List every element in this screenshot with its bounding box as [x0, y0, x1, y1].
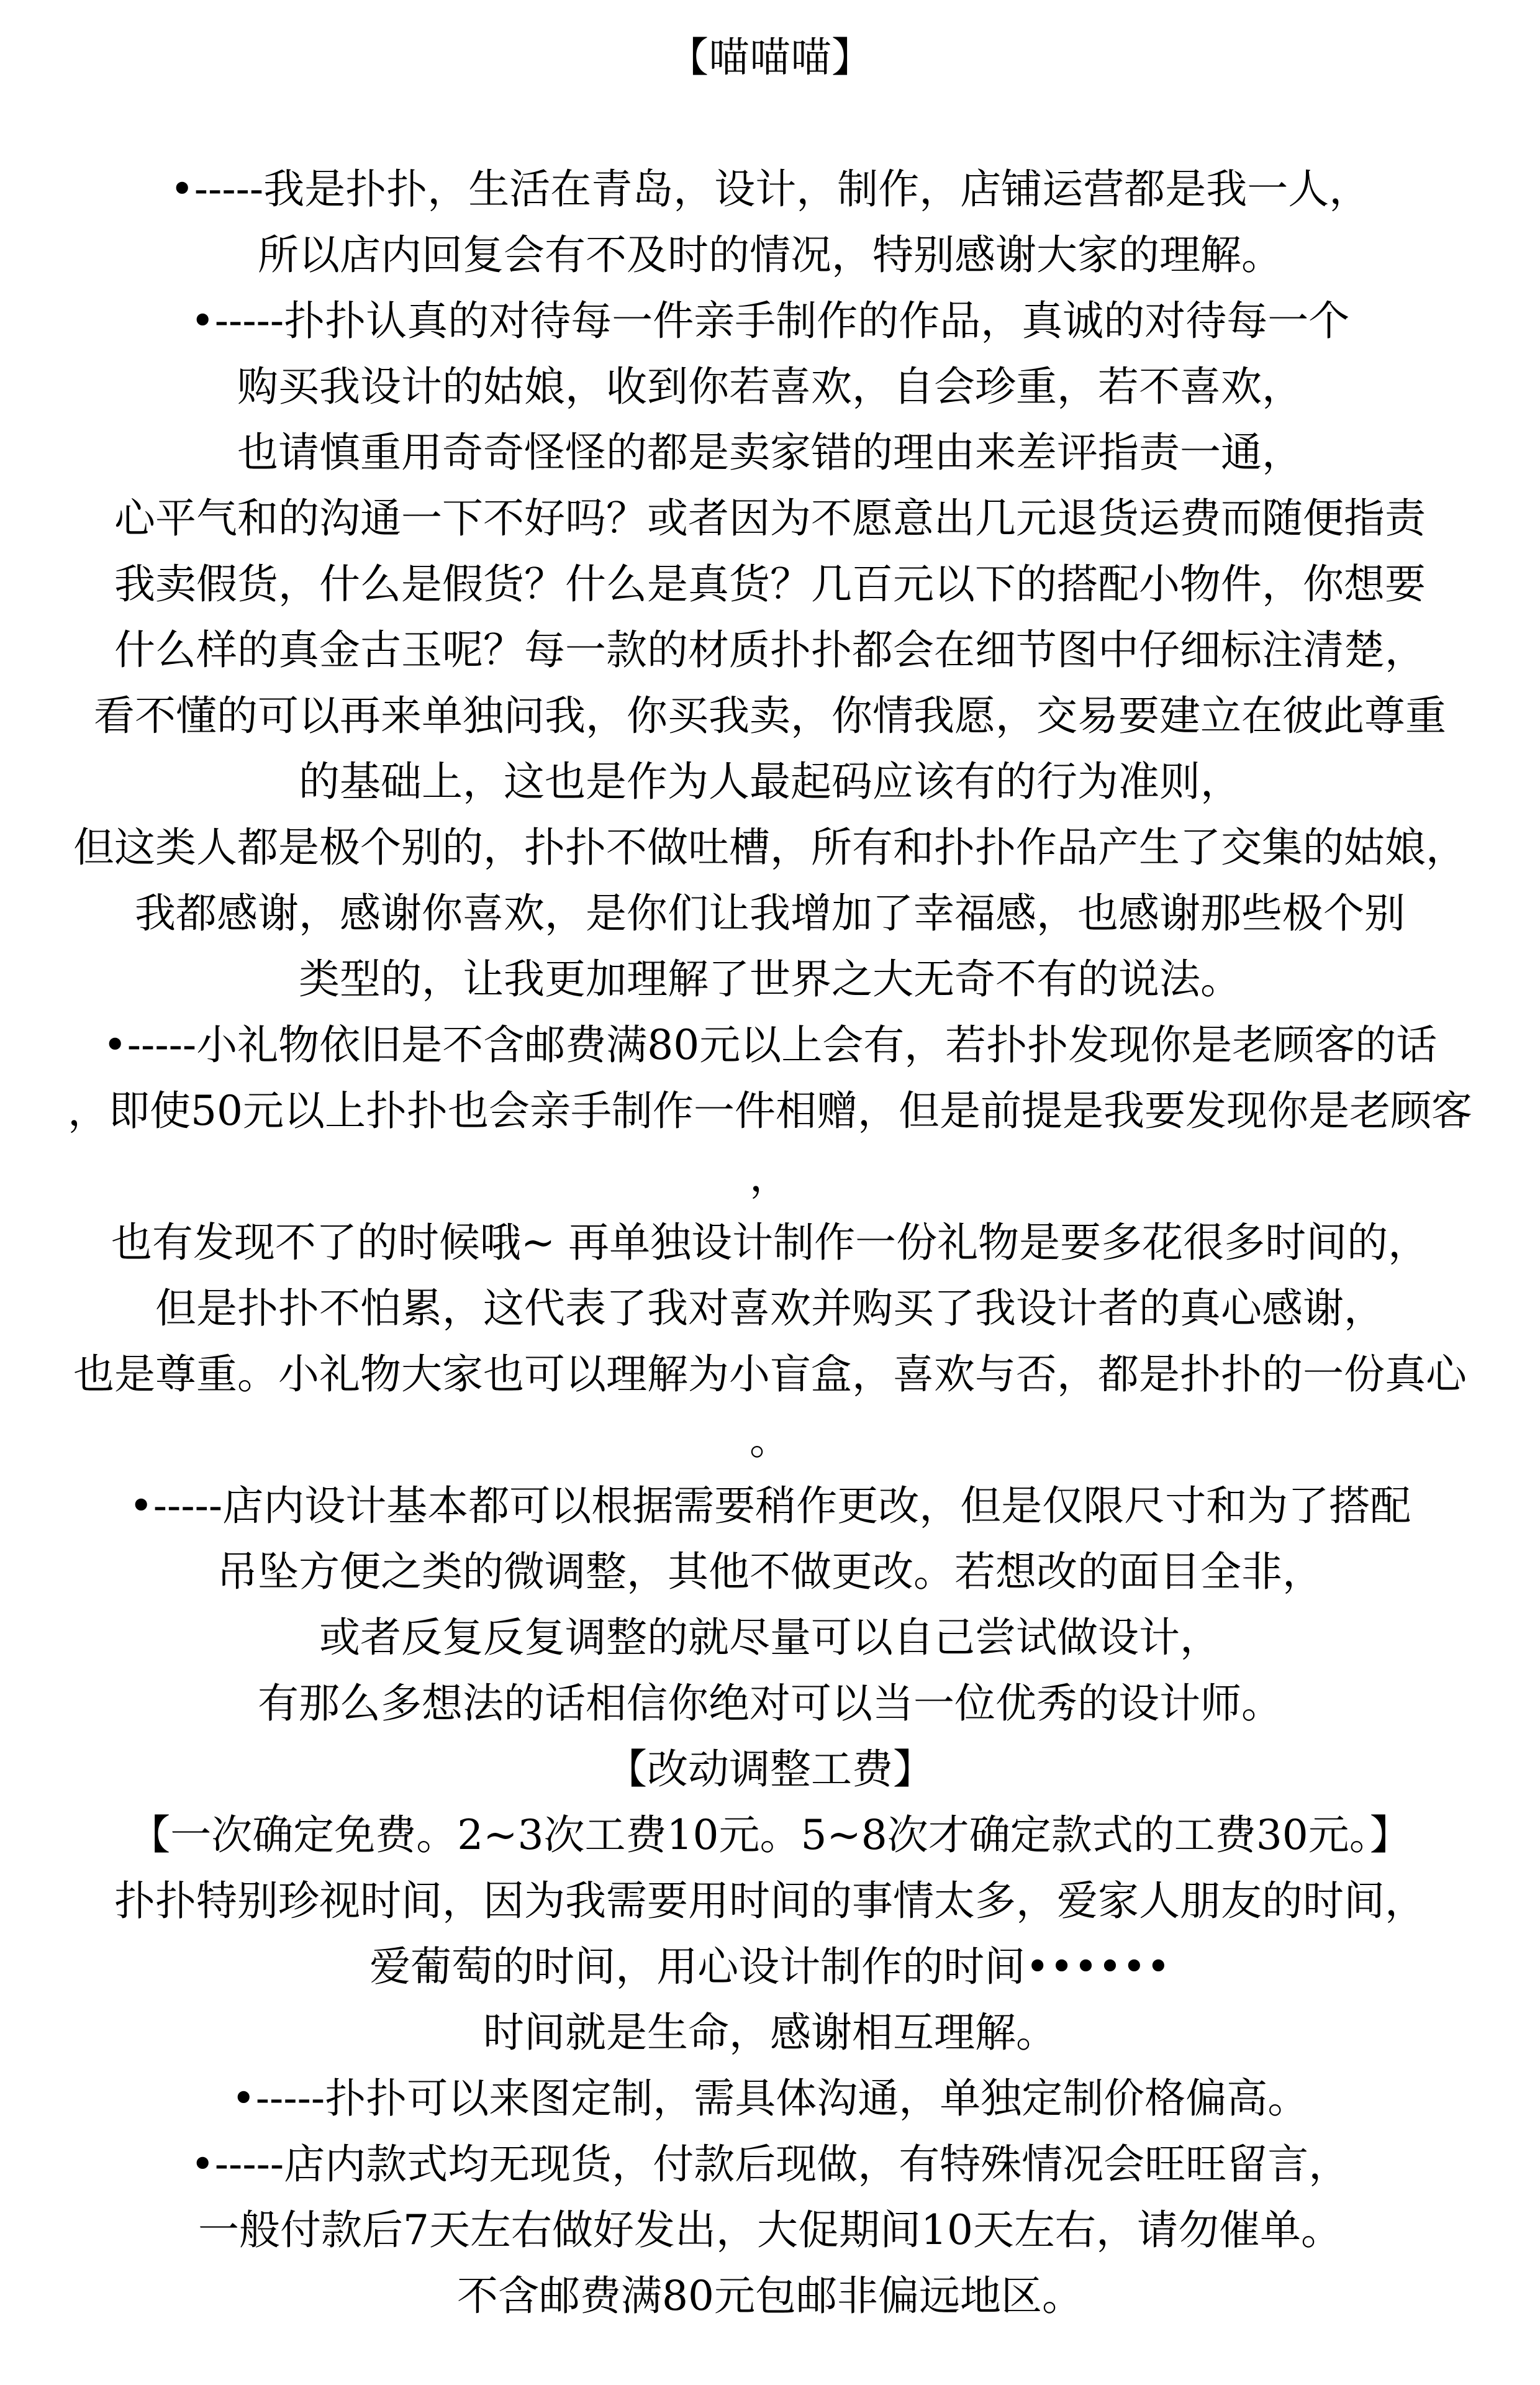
fee-details: 【一次确定免费。2~3次工费10元。5~8次才确定款式的工费30元。】	[129, 1811, 1411, 1859]
text-line: 但是扑扑不怕累，这代表了我对喜欢并购买了我设计者的真心感谢，	[155, 1284, 1385, 1332]
blank-line	[0, 91, 1540, 157]
text-line: 时间就是生命，感谢相互理解。	[483, 2009, 1057, 2056]
text-line: 。	[750, 1416, 790, 1464]
text-line: 爱葡萄的时间，用心设计制作的时间••••••	[369, 1943, 1171, 1991]
text-line: 看不懂的可以再来单独问我，你买我卖，你情我愿，交易要建立在彼此尊重	[94, 692, 1446, 740]
text-line: 一般付款后7天左右做好发出，大促期间10天左右，请勿催单。	[198, 2206, 1342, 2254]
text-line: •-----店内设计基本都可以根据需要稍作更改，但是仅限尺寸和为了搭配	[129, 1482, 1411, 1530]
text-line: 或者反复反复调整的就尽量可以自己尝试做设计，	[319, 1614, 1221, 1661]
text-line: 扑扑特别珍视时间，因为我需要用时间的事情太多，爱家人朋友的时间，	[114, 1877, 1426, 1925]
text-line: 吊坠方便之类的微调整，其他不做更改。若想改的面目全非，	[217, 1548, 1323, 1596]
text-line: 心平气和的沟通一下不好吗？或者因为不愿意出几元退货运费而随便指责	[114, 494, 1426, 542]
text-line: ，	[750, 1153, 790, 1201]
text-line-last: 不含邮费满80元包邮非偏远地区。	[457, 2272, 1083, 2320]
text-line: •-----我是扑扑，生活在青岛，设计，制作，店铺运营都是我一人，	[170, 165, 1370, 213]
text-line: 类型的，让我更加理解了世界之大无奇不有的说法。	[299, 955, 1241, 1003]
text-line: •-----小礼物依旧是不含邮费满80元以上会有，若扑扑发现你是老顾客的话	[102, 1021, 1438, 1069]
section-heading-fees: 【改动调整工费】	[606, 1745, 934, 1793]
text-line: •-----店内款式均无现货，付款后现做，有特殊情况会旺旺留言，	[190, 2140, 1350, 2188]
text-line: •-----扑扑可以来图定制，需具体沟通，单独定制价格偏高。	[231, 2074, 1309, 2122]
text-line: 也有发现不了的时候哦~ 再单独设计制作一份礼物是要多花很多时间的，	[111, 1219, 1429, 1266]
text-line: 什么样的真金古玉呢？每一款的材质扑扑都会在细节图中仔细标注清楚，	[114, 626, 1426, 674]
text-line: 我都感谢，感谢你喜欢，是你们让我增加了幸福感，也感谢那些极个别	[135, 889, 1405, 937]
text-line: ，即使50元以上扑扑也会亲手制作一件相赠，但是前提是我要发现你是老顾客	[68, 1087, 1472, 1135]
text-line: 所以店内回复会有不及时的情况，特别感谢大家的理解。	[258, 231, 1282, 279]
text-line: 也请慎重用奇奇怪怪的都是卖家错的理由来差评指责一通，	[237, 429, 1303, 476]
text-line: 的基础上，这也是作为人最起码应该有的行为准则，	[299, 758, 1241, 806]
text-line: •-----扑扑认真的对待每一件亲手制作的作品，真诚的对待每一个	[190, 297, 1350, 345]
text-line: 我卖假货，什么是假货？什么是真货？几百元以下的搭配小物件，你想要	[114, 560, 1426, 608]
text-line: 但这类人都是极个别的，扑扑不做吐槽，所有和扑扑作品产生了交集的姑娘，	[73, 824, 1467, 871]
text-line: 有那么多想法的话相信你绝对可以当一位优秀的设计师。	[258, 1679, 1282, 1727]
text-line: 也是尊重。小礼物大家也可以理解为小盲盒，喜欢与否，都是扑扑的一份真心	[73, 1350, 1467, 1398]
text-line: 购买我设计的姑娘，收到你若喜欢，自会珍重，若不喜欢，	[237, 363, 1303, 411]
heading-miaomiaomiao: 【喵喵喵】	[668, 34, 872, 81]
